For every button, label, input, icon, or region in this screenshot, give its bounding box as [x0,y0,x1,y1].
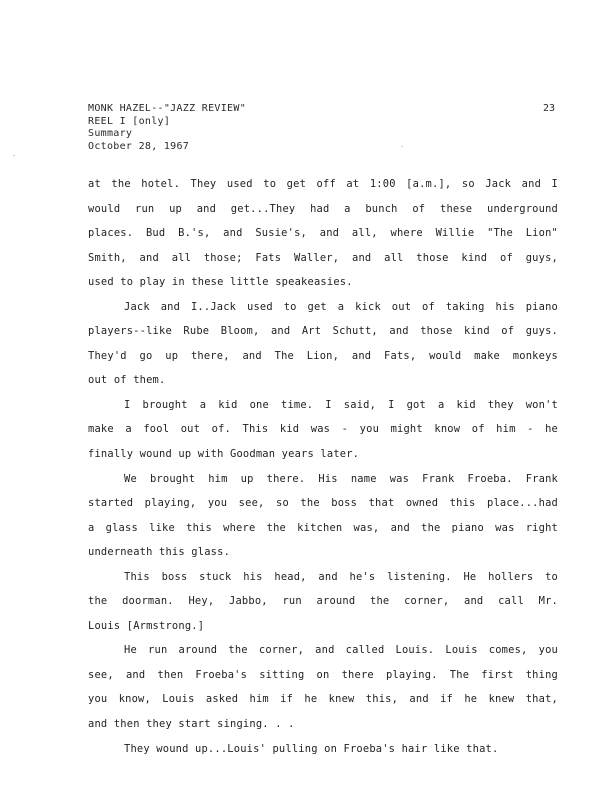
transcript-line: and then they start singing. . . [88,718,295,731]
transcript-line: at the hotel. They used to get off at 1:00 [a.m.], so Jack and I [88,178,558,190]
transcript-line: started playing, you see, so the boss that owned this place...had [88,497,558,510]
transcript-line: the doorman. Hey, Jabbo, run around the corner, and call Mr. [88,595,558,608]
header-line-summary: Summary [88,128,133,139]
transcript-line: This boss stuck his head, and he's listening. He hollers to [124,570,558,583]
document-header [88,103,246,153]
transcript-line: They'd go up there, and The Lion, and Fats, would make monkeys [88,349,558,362]
transcript-line: We brought him up there. His name was Frank Froeba. Frank [124,472,558,485]
transcript-line: used to play in these little speakeasies. [88,276,353,289]
transcript-line: They wound up...Louis' pulling on Froeba's hair like that. [124,742,499,755]
transcript-line: I brought a kid one time. I said, I got a kid they won't [124,398,558,411]
transcript-line: Smith, and all those; Fats Waller, and all those kind of guys, [88,251,558,264]
scan-speck-mark: ⋅ [12,152,17,160]
transcript-body [88,172,558,761]
transcript-line: would run up and get...They had a bunch of these underground [88,202,558,215]
header-line-reel: REEL I [only] [88,115,171,127]
transcript-line: Jack and I..Jack used to get a kick out of taking his piano [124,300,558,313]
page-number: 23 [543,103,556,114]
header-line-date: October 28, 1967 [88,140,190,152]
transcript-line: Louis [Armstrong.] [88,619,205,632]
transcript-line: players--like Rube Bloom, and Art Schutt, and those kind of guys. [88,325,558,338]
transcript-line: out of them. [88,374,166,387]
transcript-line: places. Bud B.'s, and Susie's, and all, where Willie "The Lion" [88,227,558,240]
scan-speck-mark: ⋅ [400,143,405,151]
header-line-title: MONK HAZEL--"JAZZ REVIEW" [88,103,247,114]
transcript-line: you know, Louis asked him if he knew this, and if he knew that, [88,693,558,706]
transcript-line: underneath this glass. [88,546,231,559]
transcript-line: a glass like this where the kitchen was, and the piano was right [88,521,558,534]
transcript-line: make a fool out of. This kid was - you might know of him - he [88,423,558,436]
transcript-line: see, and then Froeba's sitting on there playing. The first thing [88,668,558,681]
transcript-line: finally wound up with Goodman years later. [88,448,360,461]
transcript-line: He run around the corner, and called Louis. Louis comes, you [124,644,558,657]
